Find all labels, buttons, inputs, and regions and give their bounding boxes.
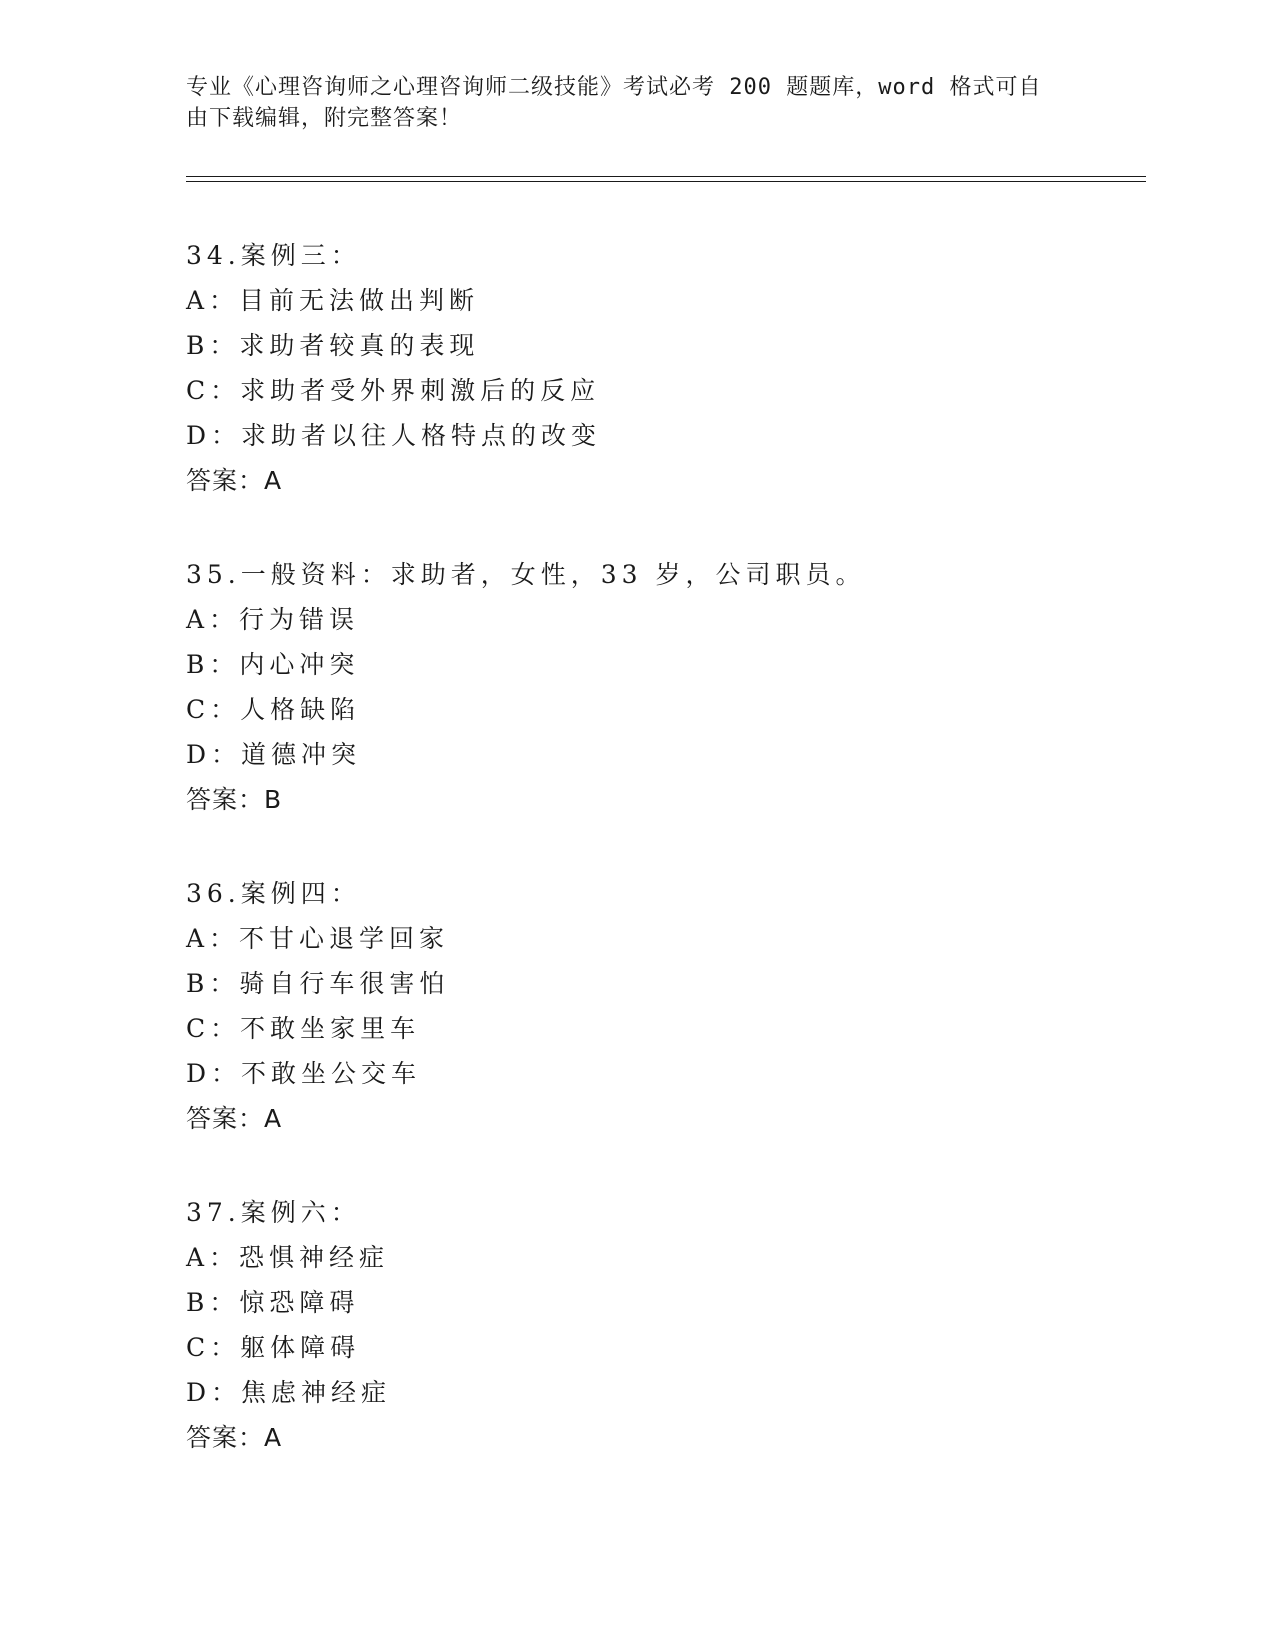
answer-label: 答案：A [186, 1423, 283, 1452]
option-c: C：不敢坐家里车 [186, 1014, 421, 1043]
header-line-2: 由下载编辑，附完整答案！ [186, 106, 463, 131]
option-a: A：不甘心退学回家 [186, 924, 450, 953]
option-d: D：不敢坐公交车 [186, 1059, 422, 1088]
question-stem: 37.案例六： [186, 1198, 361, 1227]
option-c: C：躯体障碍 [186, 1333, 361, 1362]
option-b: B：求助者较真的表现 [186, 331, 480, 360]
option-a: A：目前无法做出判断 [186, 286, 480, 315]
option-b: B：骑自行车很害怕 [186, 969, 450, 998]
option-b: B：内心冲突 [186, 650, 360, 679]
question-36 [186, 871, 1146, 1141]
option-d: D：道德冲突 [186, 740, 362, 769]
answer-label: 答案：B [186, 785, 283, 814]
header-line-1: 专业《心理咨询师之心理咨询师二级技能》考试必考 200 题题库，word 格式可自 [186, 75, 1042, 100]
option-d: D：求助者以往人格特点的改变 [186, 421, 602, 450]
question-stem: 34.案例三： [186, 241, 361, 270]
question-37 [186, 1190, 1146, 1460]
option-c: C：人格缺陷 [186, 695, 361, 724]
answer-label: 答案：A [186, 1104, 283, 1133]
option-b: B：惊恐障碍 [186, 1288, 360, 1317]
answer-label: 答案：A [186, 466, 283, 495]
question-stem: 36.案例四： [186, 879, 361, 908]
option-d: D：焦虑神经症 [186, 1378, 392, 1407]
question-35 [186, 552, 1146, 822]
header-divider-top [186, 176, 1146, 177]
document-header [186, 72, 1066, 134]
question-stem: 35.一般资料：求助者，女性，33 岁，公司职员。 [186, 560, 866, 589]
header-divider-bottom [186, 181, 1146, 182]
question-34 [186, 233, 1146, 503]
option-a: A：恐惧神经症 [186, 1243, 390, 1272]
option-a: A：行为错误 [186, 605, 360, 634]
option-c: C：求助者受外界刺激后的反应 [186, 376, 601, 405]
